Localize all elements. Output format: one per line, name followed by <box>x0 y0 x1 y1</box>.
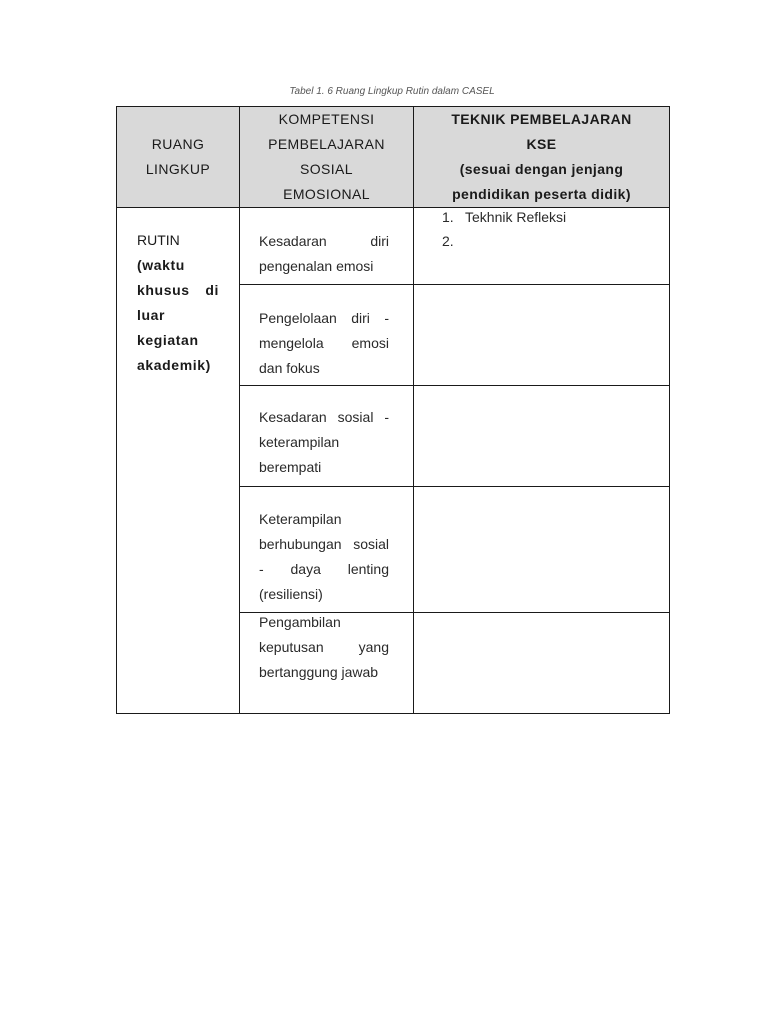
competency-cell <box>240 285 414 386</box>
technique-text: Tekhnik Refleksi <box>465 209 567 225</box>
technique-cell <box>414 285 670 386</box>
header-kompetensi <box>240 107 414 208</box>
header-col3-line1: TEKNIK PEMBELAJARAN <box>451 111 632 127</box>
header-col2-line1: KOMPETENSI <box>278 111 375 127</box>
casel-table <box>116 106 670 714</box>
header-col1-line2: LINGKUP <box>145 161 211 177</box>
competency-text: Kesadaran diri pengenalan emosi <box>259 233 389 274</box>
table-row <box>117 208 670 285</box>
header-col3-line2: KSE <box>526 136 557 152</box>
header-col3-line4: pendidikan peserta didik) <box>452 186 631 202</box>
scope-description: (waktu khusus di luar kegiatan akademik) <box>137 257 219 373</box>
technique-cell <box>414 386 670 487</box>
scope-cell <box>117 208 240 714</box>
list-item: 2. <box>442 233 454 249</box>
technique-cell <box>414 613 670 714</box>
competency-cell <box>240 208 414 285</box>
competency-text: Pengambilan keputusan yang bertanggung jawab <box>259 614 389 680</box>
list-item: 1. Tekhnik Refleksi <box>442 209 567 225</box>
competency-text: Pengelolaan diri - mengelola emosi dan fokus <box>259 310 389 376</box>
table-header-row <box>117 107 670 208</box>
technique-list <box>442 205 669 253</box>
header-teknik <box>414 107 670 208</box>
header-col1-line1: RUANG <box>151 136 205 152</box>
table-caption: Tabel 1. 6 Ruang Lingkup Rutin dalam CASEL <box>289 86 495 97</box>
technique-cell <box>414 208 670 285</box>
header-ruang-lingkup <box>117 107 240 208</box>
competency-text: Kesadaran sosial - keterampilan berempati <box>259 409 389 475</box>
competency-text: Keterampilan berhubungan sosial - daya lenting (resiliensi) <box>259 511 389 602</box>
header-col2-line3: SOSIAL <box>300 161 353 177</box>
competency-cell <box>240 613 414 714</box>
header-col3-line3: (sesuai dengan jenjang <box>459 161 624 177</box>
competency-cell <box>240 386 414 487</box>
header-col2-line2: PEMBELAJARAN <box>268 136 385 152</box>
competency-cell <box>240 487 414 613</box>
header-col2-line4: EMOSIONAL <box>283 186 370 202</box>
scope-title: RUTIN <box>137 232 180 248</box>
technique-cell <box>414 487 670 613</box>
